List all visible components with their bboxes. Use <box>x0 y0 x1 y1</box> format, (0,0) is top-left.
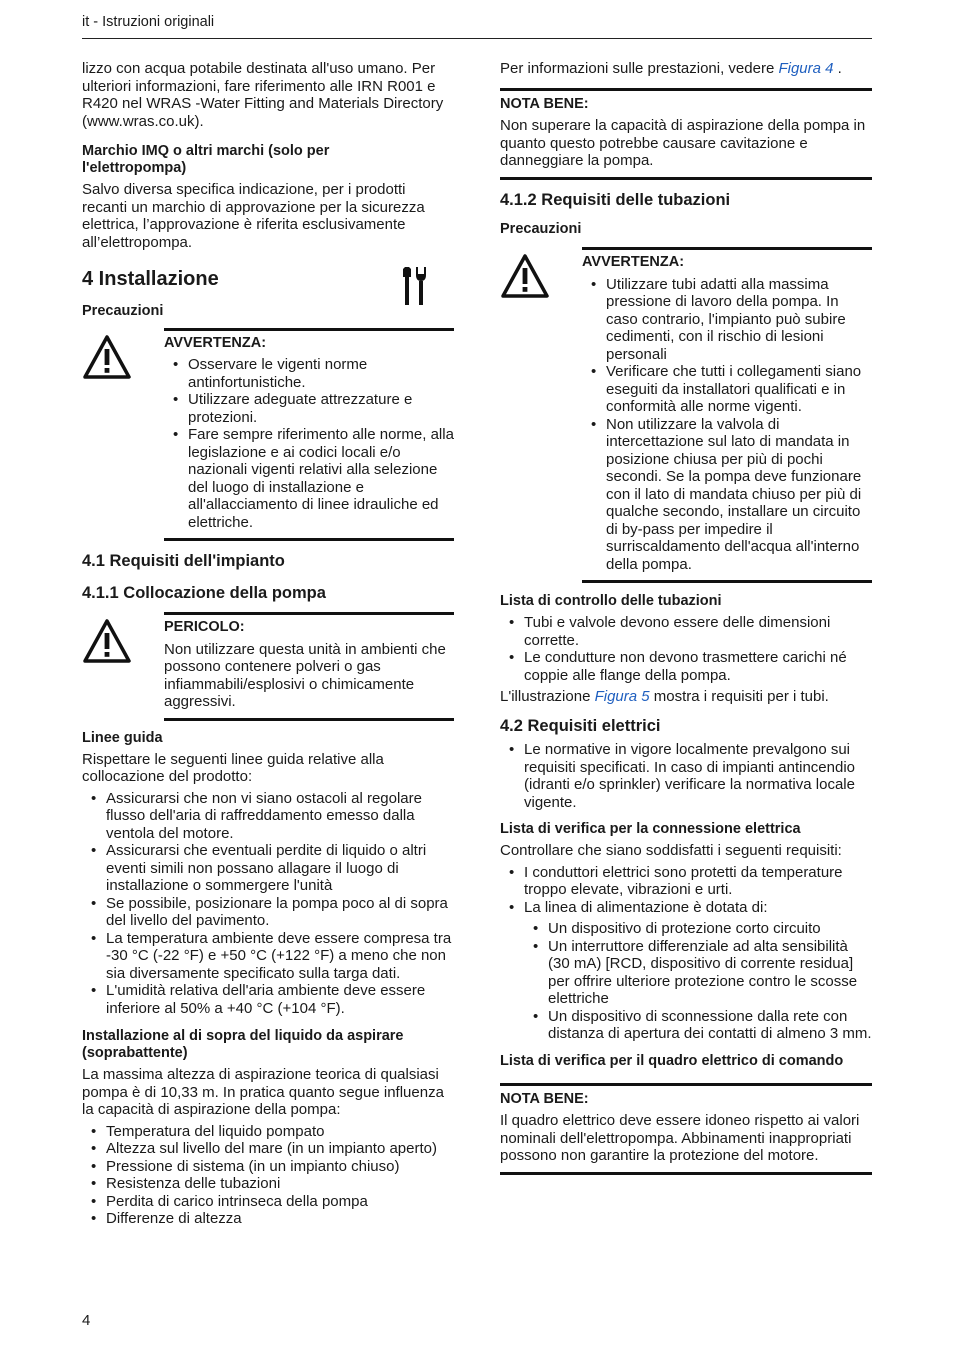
warning-label: AVVERTENZA: <box>582 254 685 270</box>
note-box-1 <box>500 88 872 180</box>
danger-box <box>82 612 454 721</box>
list-item: • Pressione di sistema (in un impianto chiuso) <box>82 1158 454 1176</box>
list-item: • Fare sempre riferimento alle norme, alla legislazione e ai codici locali e/o nazionali vigenti relativi alla selezione del luogo di installazione e all'allacciamento di linee idrauliche ed elettriche. <box>164 426 454 531</box>
power-line-sublist <box>524 920 872 1043</box>
warning-triangle-icon <box>500 286 550 303</box>
list-item: • Le condutture non devono trasmettere carichi né coppie alle flange della pompa. <box>500 649 872 684</box>
section-4-title: 4 Installazione <box>82 268 219 290</box>
list-item: • Assicurarsi che non vi siano ostacoli al regolare flusso dell'aria di raffreddamento emesso dalla ventola del motore. <box>82 790 454 843</box>
note-box-2 <box>500 1083 872 1175</box>
list-item: • Temperatura del liquido pompato <box>82 1123 454 1141</box>
warning-triangle-icon <box>82 651 132 668</box>
warning-triangle-icon <box>82 367 132 384</box>
connection-checklist <box>500 864 872 917</box>
section-4-2-title: 4.2 Requisiti elettrici <box>500 716 661 735</box>
figure-4-link[interactable]: Figura 4 <box>778 60 834 77</box>
list-item: • Assicurarsi che eventuali perdite di liquido o altri eventi simili non possano allagare il luogo di installazione o sommergere l'unità <box>82 842 454 895</box>
pipe-illustration-text-end: mostra i requisiti per i tubi. <box>649 688 829 705</box>
list-item: • Perdita di carico intrinseca della pompa <box>82 1193 454 1211</box>
running-header: it - Istruzioni originali <box>82 14 215 30</box>
section-4-title-row <box>82 268 454 320</box>
guidelines-intro: Rispettare le seguenti linee guida relative alla collocazione del prodotto: <box>82 750 384 785</box>
guidelines-heading: Linee guida <box>82 729 163 746</box>
danger-label: PERICOLO: <box>164 619 245 635</box>
warning-box-2 <box>500 247 872 583</box>
list-item: • Le normative in vigore localmente prevalgono sui requisiti specificati. In caso di impianti antincendio (idranti e/o sprinkler) verificare la normativa locale vigente. <box>500 741 872 811</box>
performance-paragraph <box>500 60 872 78</box>
section-4-1-1-title: 4.1.1 Collocazione della pompa <box>82 583 326 602</box>
note-label: NOTA BENE: <box>500 95 589 112</box>
performance-text-end: . <box>833 60 842 77</box>
list-item: • Verificare che tutti i collegamenti siano eseguiti da installatori qualificati e in conformità alle norme vigenti. <box>582 363 872 416</box>
list-item: • Altezza sul livello del mare (in un impianto aperto) <box>82 1140 454 1158</box>
list-item: • La temperatura ambiente deve essere compresa tra -30 °C (-22 °F) e +50 °C (+122 °F) a meno che non sia diversamente specificato sulla targa dati. <box>82 930 454 983</box>
intro-paragraph: lizzo con acqua potabile destinata all'uso umano. Per ulteriori informazioni, fare riferimento alle IRN R001 e R420 nel WRAS -Water Fitting and Materials Directory (www.wras.co.uk). <box>82 60 444 130</box>
list-item: • Utilizzare tubi adatti alla massima pressione di lavoro della pompa. In caso contrario, l'impianto può subire cedimenti, con il rischio di lesioni personali <box>582 276 872 364</box>
suction-heading: Installazione al di sopra del liquido da aspirare (soprabattente) <box>82 1028 404 1061</box>
page-number: 4 <box>82 1312 91 1329</box>
precautions-label: Precauzioni <box>500 221 582 237</box>
note-label: NOTA BENE: <box>500 1090 589 1107</box>
imq-heading: Marchio IMQ o altri marchi (solo per l'elettropompa) <box>82 143 330 176</box>
note-text: Il quadro elettrico deve essere idoneo rispetto ai valori nominali dell'elettropompa. Abbinamenti inappropriati possono non garantire la protezione del motore. <box>500 1112 860 1164</box>
pipe-checklist <box>500 614 872 684</box>
danger-text: Non utilizzare questa unità in ambienti che possono contenere polveri o gas infiammabili/esplosivi o chimicamente aggressivi. <box>164 640 446 710</box>
figure-5-link[interactable]: Figura 5 <box>594 688 650 705</box>
warning-list <box>582 276 872 574</box>
list-item: • Resistenza delle tubazioni <box>82 1175 454 1193</box>
header-rule <box>82 38 872 39</box>
connection-intro: Controllare che siano soddisfatti i seguenti requisiti: <box>500 842 842 859</box>
guidelines-list <box>82 790 454 1018</box>
imq-paragraph: Salvo diversa specifica indicazione, per i prodotti recanti un marchio di approvazione per la sicurezza elettrica, l’approvazione è riferita esclusivamente all’elettropompa. <box>82 181 425 251</box>
pipe-checklist-heading: Lista di controllo delle tubazioni <box>500 593 722 609</box>
warning-list <box>164 356 454 531</box>
list-item: • I conduttori elettrici sono protetti da temperature troppo elevate, vibrazioni e urti. <box>500 864 872 899</box>
section-4-1-2-title: 4.1.2 Requisiti delle tubazioni <box>500 190 731 209</box>
control-panel-checklist-heading: Lista di verifica per il quadro elettrico di comando <box>500 1052 844 1069</box>
list-item: • Tubi e valvole devono essere delle dimensioni corrette. <box>500 614 872 649</box>
performance-text: Per informazioni sulle prestazioni, vedere <box>500 60 779 77</box>
list-item: • Se possibile, posizionare la pompa poco al di sopra del livello del pavimento. <box>82 895 454 930</box>
list-item: • Utilizzare adeguate attrezzature e protezioni. <box>164 391 454 426</box>
pipe-illustration-text: L'illustrazione <box>500 688 595 705</box>
list-item: • Un dispositivo di protezione corto circuito <box>524 920 872 938</box>
warning-box-1 <box>82 328 454 542</box>
warning-label: AVVERTENZA: <box>164 334 267 351</box>
list-item: • Osservare le vigenti norme antinfortunistiche. <box>164 356 454 391</box>
list-item: • Differenze di altezza <box>82 1210 454 1228</box>
connection-checklist-heading: Lista di verifica per la connessione elettrica <box>500 821 801 837</box>
pipe-illustration-paragraph <box>500 688 872 706</box>
suction-paragraph: La massima altezza di aspirazione teorica di qualsiasi pompa è di 10,33 m. In pratica quanto segue influenza la capacità di aspirazione della pompa: <box>82 1066 444 1118</box>
right-column <box>500 60 872 1175</box>
left-column <box>82 60 454 1228</box>
list-item: • La linea di alimentazione è dotata di: <box>500 899 872 917</box>
list-item: • Un interruttore differenziale ad alta sensibilità (30 mA) [RCD, dispositivo di corrente residua] per offrire ulteriore protezione contro le scosse elettriche <box>524 938 872 1008</box>
section-4-1-title: 4.1 Requisiti dell'impianto <box>82 552 285 570</box>
precautions-label: Precauzioni <box>82 302 164 319</box>
electrical-requirements-list <box>500 741 872 811</box>
tools-icon <box>402 267 428 312</box>
list-item: • L'umidità relativa dell'aria ambiente deve essere inferiore al 50% a +40 °C (+104 °F). <box>82 982 454 1017</box>
note-text: Non superare la capacità di aspirazione della pompa in quanto questo potrebbe causare cavitazione e danneggiare la pompa. <box>500 117 866 169</box>
list-item: • Un dispositivo di sconnessione dalla rete con distanza di apertura dei contatti di almeno 3 mm. <box>524 1008 872 1043</box>
list-item: • Non utilizzare la valvola di intercettazione sul lato di mandata in posizione chiusa per più di pochi secondi. Se la pompa deve funzionare con il lato di mandata chiuso per più di qualche secondo, installare un circuito di by-pass per impedire il surriscaldamento dell'acqua all'interno della pompa. <box>582 416 872 574</box>
suction-list <box>82 1123 454 1228</box>
